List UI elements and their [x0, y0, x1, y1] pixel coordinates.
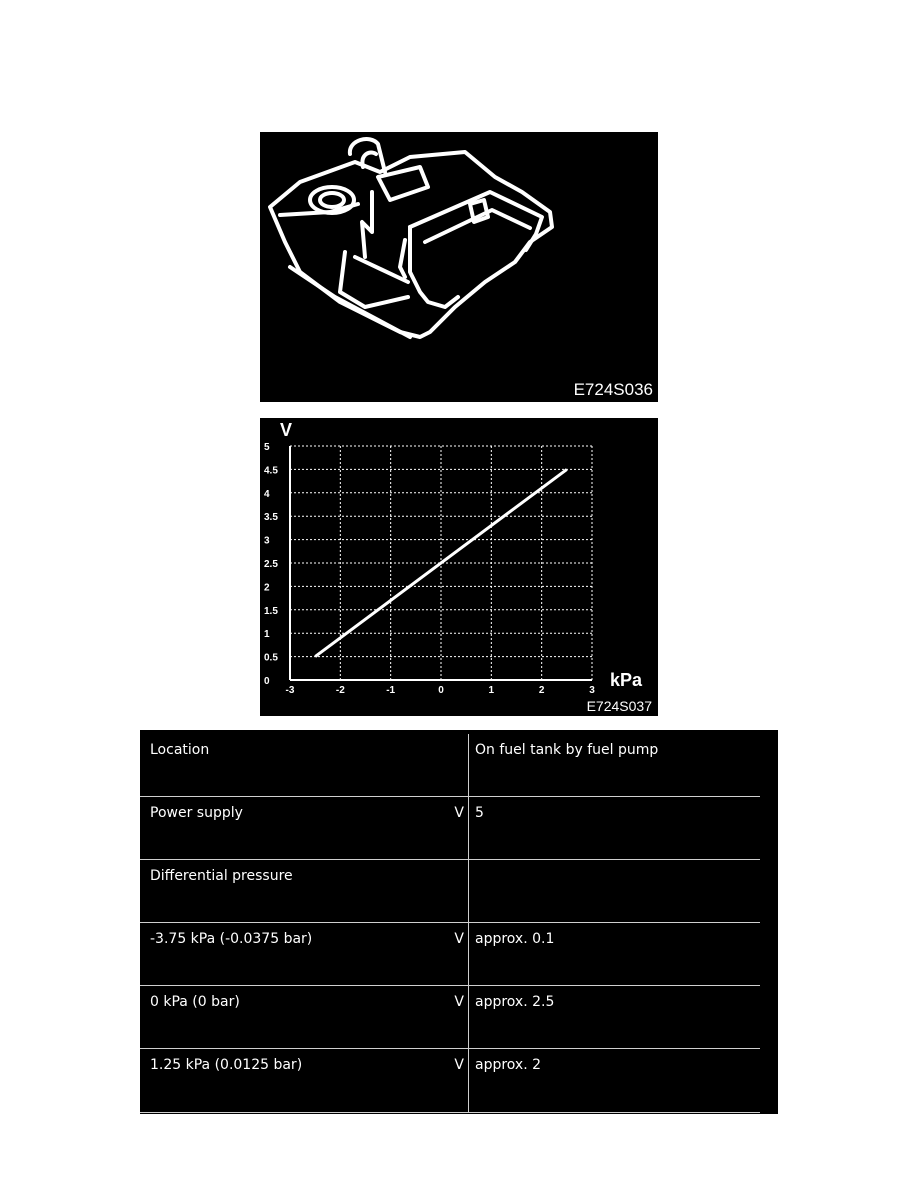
spec-table — [140, 734, 760, 1113]
row-label: Differential pressure — [140, 860, 450, 923]
table-row — [140, 986, 760, 1049]
sensor-illustration — [260, 132, 658, 402]
x-tick-label: -2 — [335, 685, 345, 696]
y-tick-label: 4 — [264, 488, 270, 500]
row-unit: V — [450, 797, 469, 860]
x-tick-label: 1 — [488, 685, 495, 696]
row-label: Location — [140, 734, 450, 797]
sensor-drawing — [260, 132, 658, 402]
row-value — [469, 860, 761, 923]
row-unit: V — [450, 986, 469, 1049]
table-row — [140, 1049, 760, 1113]
row-unit — [450, 860, 469, 923]
figure-code: E724S037 — [586, 698, 652, 714]
row-value: On fuel tank by fuel pump — [469, 734, 761, 797]
y-tick-label: 1 — [264, 629, 270, 641]
x-tick-label: -1 — [386, 685, 396, 696]
row-label: 1.25 kPa (0.0125 bar) — [140, 1049, 450, 1113]
y-tick-label: 0 — [264, 676, 270, 687]
row-label: -3.75 kPa (-0.0375 bar) — [140, 923, 450, 986]
chart-canvas — [260, 418, 658, 716]
y-tick-label: 0.5 — [264, 652, 278, 664]
x-tick-label: -3 — [285, 685, 295, 696]
series-line — [315, 469, 567, 656]
row-value: 5 — [469, 797, 761, 860]
y-tick-label: 2.5 — [264, 559, 278, 570]
table-row — [140, 923, 760, 986]
specification-table — [140, 730, 778, 1114]
row-unit: V — [450, 923, 469, 986]
row-label: Power supply — [140, 797, 450, 860]
table-row — [140, 797, 760, 860]
y-axis-label: V — [280, 420, 293, 440]
table-row — [140, 860, 760, 923]
y-tick-label: 1.5 — [264, 605, 278, 617]
row-unit: V — [450, 1049, 469, 1113]
x-axis-label: kPa — [610, 670, 643, 690]
x-tick-label: 2 — [538, 685, 545, 696]
x-tick-label: 3 — [589, 685, 595, 696]
y-tick-label: 4.5 — [264, 465, 278, 477]
figure-code: E724S036 — [573, 380, 653, 399]
y-tick-label: 3 — [264, 535, 270, 547]
row-value: approx. 2 — [469, 1049, 761, 1113]
y-tick-label: 2 — [264, 582, 270, 594]
x-tick-label: 0 — [438, 685, 444, 696]
row-value: approx. 2.5 — [469, 986, 761, 1049]
voltage-pressure-chart — [260, 418, 658, 716]
table-row — [140, 734, 760, 797]
row-value: approx. 0.1 — [469, 923, 761, 986]
row-label: 0 kPa (0 bar) — [140, 986, 450, 1049]
row-unit — [450, 734, 469, 797]
y-tick-label: 5 — [264, 442, 270, 453]
y-tick-label: 3.5 — [264, 512, 278, 524]
